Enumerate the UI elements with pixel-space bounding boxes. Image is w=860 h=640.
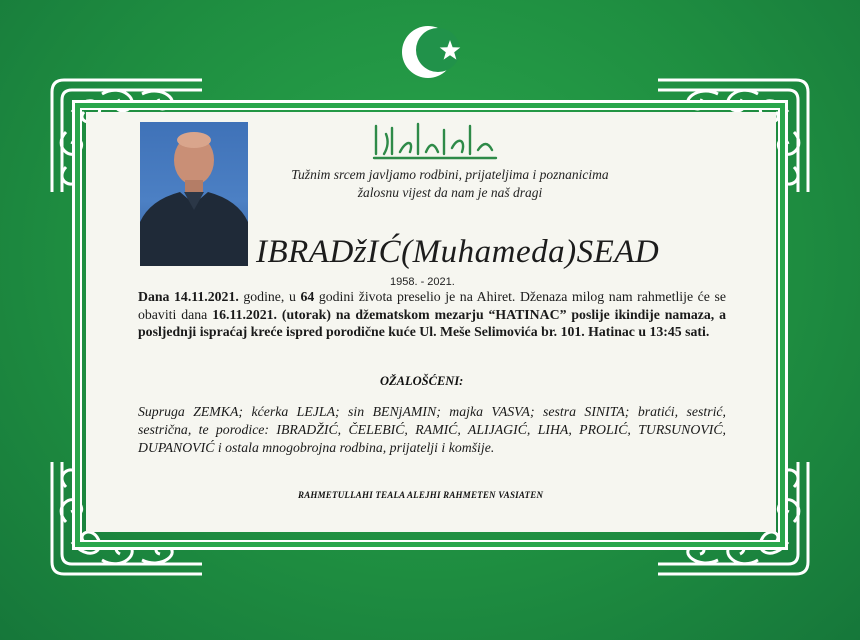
funeral-info: 16.11.2021. (utorak) na džematskom mezarju “HATINAC” poslije ikindije namaza, a posljednji ispraćaj kreće ispred porodične kuće Ul. Meše Selimovića br. 101. Hatinac u 13:45 sati. [138, 306, 727, 339]
closing-prayer: RAHMETULLAHI TEALA ALEJHI RAHMETEN VASIATEN [298, 490, 544, 500]
age: 64 [300, 289, 315, 304]
intro-text [240, 166, 660, 202]
intro-line-1: Tužnim srcem javljamo rodbini, prijateljima i poznanicima [291, 167, 609, 182]
intro-line-2: žalosnu vijest da nam je naš dragi [357, 185, 543, 200]
mourners-heading: OŽALOŠĆENI: [380, 374, 464, 388]
date-of-death: Dana 14.11.2021. [138, 289, 239, 304]
funeral-details: Dana 14.11.2021. godine, u 64 godini života preselio je na Ahiret. Dženaza milog nam rahmetlije će se obaviti dana 16.11.2021. (utorak) na džematskom mezarju “HATINAC” poslije ikindije namaza, a posljednji ispraćaj kreće ispred porodične kuće Ul. Meše Selimovića br. 101. Hatinac u 13:45 sati. [138, 289, 727, 339]
calligraphy-inscription [370, 118, 500, 162]
deceased-name: IBRADžIĆ(Muhameda)SEAD [256, 234, 660, 270]
life-years: 1958. - 2021. [390, 276, 455, 288]
crescent-star-icon [400, 20, 464, 84]
portrait-photo [140, 122, 248, 266]
mourners-list: Supruga ZEMKA; kćerka LEJLA; sin BENjAMIN; majka VASVA; sestra SINITA; bratići, sestrić, sestrična, te porodice: IBRADŽIĆ, ČELEBIĆ, RAMIĆ, ALIJAGIĆ, LIHA, PROLIĆ, TURSUNOVIĆ, DUPANOVIĆ i ostala mnogobrojna rodbina, prijatelji i komšije. [138, 404, 726, 455]
